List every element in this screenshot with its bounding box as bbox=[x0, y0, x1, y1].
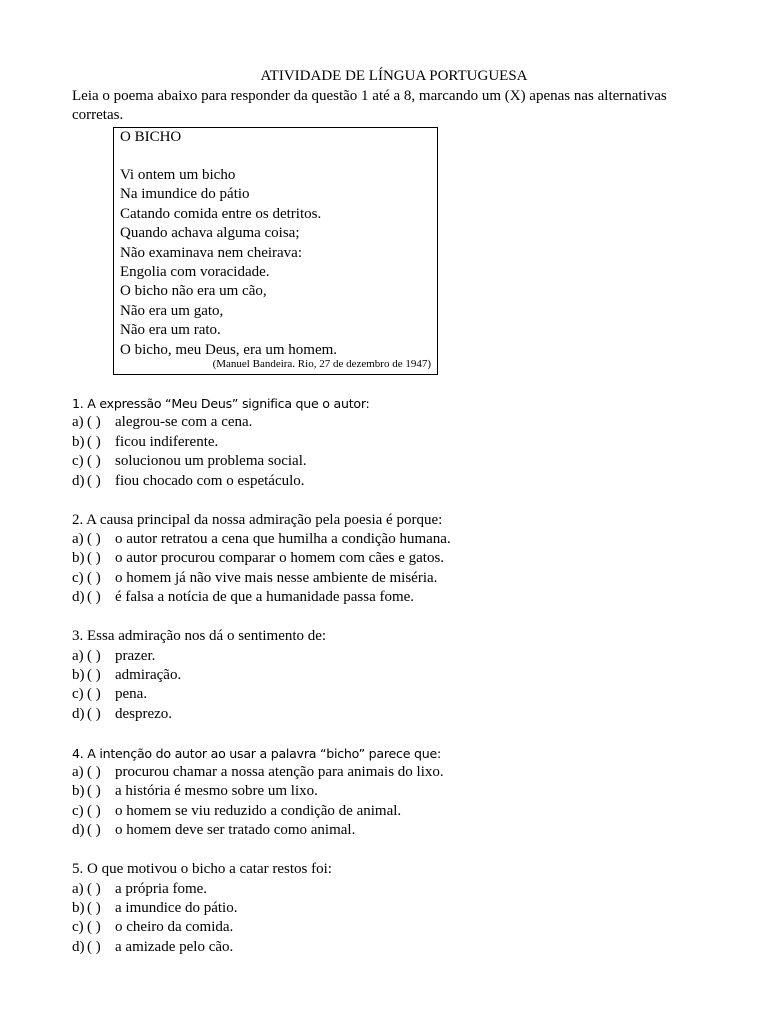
options-list bbox=[72, 763, 712, 841]
option-text: o homem deve ser tratado como animal. bbox=[115, 822, 356, 839]
option-a[interactable] bbox=[72, 880, 712, 899]
option-letter: c) bbox=[72, 919, 84, 936]
option-letter: a) bbox=[72, 647, 84, 664]
option-letter: d) bbox=[72, 705, 85, 722]
option-text: ficou indiferente. bbox=[115, 433, 219, 450]
question-1 bbox=[72, 394, 712, 491]
question-text: 1. A expressão “Meu Deus” significa que o autor: bbox=[72, 396, 370, 411]
poem-line: O bicho não era um cão, bbox=[120, 283, 267, 300]
answer-checkbox[interactable]: ( ) bbox=[87, 453, 101, 470]
option-d[interactable] bbox=[72, 821, 712, 840]
option-letter: c) bbox=[72, 453, 84, 470]
option-text: o autor procurou comparar o homem com cães e gatos. bbox=[115, 550, 445, 567]
poem-line: Engolia com voracidade. bbox=[120, 263, 270, 280]
option-text: solucionou um problema social. bbox=[115, 453, 307, 470]
option-text: o homem já não vive mais nesse ambiente de miséria. bbox=[115, 569, 438, 586]
answer-checkbox[interactable]: ( ) bbox=[87, 783, 101, 800]
option-text: o autor retratou a cena que humilha a condição humana. bbox=[115, 530, 451, 547]
answer-checkbox[interactable]: ( ) bbox=[87, 900, 101, 917]
answer-checkbox[interactable]: ( ) bbox=[87, 530, 101, 547]
option-d[interactable] bbox=[72, 938, 712, 957]
option-b[interactable] bbox=[72, 433, 712, 452]
option-d[interactable] bbox=[72, 588, 712, 607]
option-c[interactable] bbox=[72, 569, 712, 588]
option-letter: c) bbox=[72, 686, 84, 703]
answer-checkbox[interactable]: ( ) bbox=[87, 705, 101, 722]
option-letter: c) bbox=[72, 802, 84, 819]
option-text: a amizade pelo cão. bbox=[115, 938, 234, 955]
options-list bbox=[72, 530, 712, 608]
poem-line: Na imundice do pátio bbox=[120, 186, 250, 203]
option-b[interactable] bbox=[72, 549, 712, 568]
option-c[interactable] bbox=[72, 918, 712, 937]
option-text: a história é mesmo sobre um lixo. bbox=[115, 783, 318, 800]
option-letter: d) bbox=[72, 938, 85, 955]
poem-line: Catando comida entre os detritos. bbox=[120, 205, 322, 222]
option-text: fiou chocado com o espetáculo. bbox=[115, 472, 305, 489]
option-b[interactable] bbox=[72, 782, 712, 801]
option-letter: d) bbox=[72, 822, 85, 839]
option-letter: d) bbox=[72, 472, 85, 489]
page-title: ATIVIDADE DE LÍNGUA PORTUGUESA bbox=[260, 68, 528, 84]
answer-checkbox[interactable]: ( ) bbox=[87, 472, 101, 489]
option-letter: a) bbox=[72, 880, 84, 897]
question-3 bbox=[72, 627, 712, 724]
answer-checkbox[interactable]: ( ) bbox=[87, 666, 101, 683]
option-b[interactable] bbox=[72, 666, 712, 685]
option-letter: b) bbox=[72, 433, 85, 450]
option-d[interactable] bbox=[72, 705, 712, 724]
answer-checkbox[interactable]: ( ) bbox=[87, 686, 101, 703]
answer-checkbox[interactable]: ( ) bbox=[87, 414, 101, 431]
answer-checkbox[interactable]: ( ) bbox=[87, 938, 101, 955]
poem-line: Não examinava nem cheirava: bbox=[120, 244, 302, 261]
option-letter: c) bbox=[72, 569, 84, 586]
option-text: a própria fome. bbox=[115, 880, 208, 897]
option-text: desprezo. bbox=[115, 705, 173, 722]
poem-lines bbox=[120, 166, 337, 360]
options-list bbox=[72, 647, 712, 725]
option-letter: b) bbox=[72, 550, 85, 567]
poem-line: Não era um rato. bbox=[120, 322, 221, 339]
question-text: 2. A causa principal da nossa admiração pela poesia é porque: bbox=[72, 511, 443, 528]
question-text: 3. Essa admiração nos dá o sentimento de: bbox=[72, 628, 327, 645]
poem-line: Quando achava alguma coisa; bbox=[120, 225, 300, 242]
option-a[interactable] bbox=[72, 763, 712, 782]
answer-checkbox[interactable]: ( ) bbox=[87, 550, 101, 567]
option-text: o homem se viu reduzido a condição de animal. bbox=[115, 802, 402, 819]
option-letter: a) bbox=[72, 530, 84, 547]
option-text: é falsa a notícia de que a humanidade passa fome. bbox=[115, 589, 415, 606]
poem-line: Vi ontem um bicho bbox=[120, 167, 236, 183]
option-c[interactable] bbox=[72, 802, 712, 821]
answer-checkbox[interactable]: ( ) bbox=[87, 569, 101, 586]
option-c[interactable] bbox=[72, 685, 712, 704]
option-a[interactable] bbox=[72, 413, 712, 432]
option-text: a imundice do pátio. bbox=[115, 900, 238, 917]
option-letter: d) bbox=[72, 589, 85, 606]
option-letter: b) bbox=[72, 666, 85, 683]
option-text: admiração. bbox=[115, 666, 182, 683]
option-letter: b) bbox=[72, 783, 85, 800]
poem-source: (Manuel Bandeira. Rio, 27 de dezembro de 1947) bbox=[212, 358, 431, 370]
option-a[interactable] bbox=[72, 530, 712, 549]
answer-checkbox[interactable]: ( ) bbox=[87, 822, 101, 839]
question-5 bbox=[72, 860, 712, 957]
poem-box bbox=[113, 127, 438, 375]
answer-checkbox[interactable]: ( ) bbox=[87, 589, 101, 606]
option-letter: b) bbox=[72, 900, 85, 917]
poem-line: O bicho, meu Deus, era um homem. bbox=[120, 341, 338, 358]
option-text: alegrou-se com a cena. bbox=[115, 414, 253, 431]
option-text: prazer. bbox=[115, 647, 156, 664]
option-b[interactable] bbox=[72, 899, 712, 918]
option-text: o cheiro da comida. bbox=[115, 919, 234, 936]
question-2 bbox=[72, 511, 712, 608]
answer-checkbox[interactable]: ( ) bbox=[87, 880, 101, 897]
poem-line: Não era um gato, bbox=[120, 302, 224, 319]
answer-checkbox[interactable]: ( ) bbox=[87, 919, 101, 936]
option-letter: a) bbox=[72, 414, 84, 431]
instructions: Leia o poema abaixo para responder da questão 1 até a 8, marcando um (X) apenas nas alternativas corretas. bbox=[72, 88, 667, 124]
answer-checkbox[interactable]: ( ) bbox=[87, 433, 101, 450]
answer-checkbox[interactable]: ( ) bbox=[87, 647, 101, 664]
option-d[interactable] bbox=[72, 472, 712, 491]
option-letter: a) bbox=[72, 764, 84, 781]
question-text: 5. O que motivou o bicho a catar restos foi: bbox=[72, 861, 332, 878]
option-text: pena. bbox=[115, 686, 148, 703]
question-text: 4. A intenção do autor ao usar a palavra “bicho” parece que: bbox=[72, 745, 441, 761]
answer-checkbox[interactable]: ( ) bbox=[87, 802, 101, 819]
answer-checkbox[interactable]: ( ) bbox=[87, 764, 101, 781]
options-list bbox=[72, 880, 712, 958]
options-list bbox=[72, 413, 712, 491]
option-text: procurou chamar a nossa atenção para animais do lixo. bbox=[115, 764, 444, 781]
poem-title: O BICHO bbox=[120, 129, 182, 145]
option-c[interactable] bbox=[72, 452, 712, 471]
option-a[interactable] bbox=[72, 647, 712, 666]
questions-list bbox=[72, 394, 712, 977]
question-4 bbox=[72, 744, 712, 841]
